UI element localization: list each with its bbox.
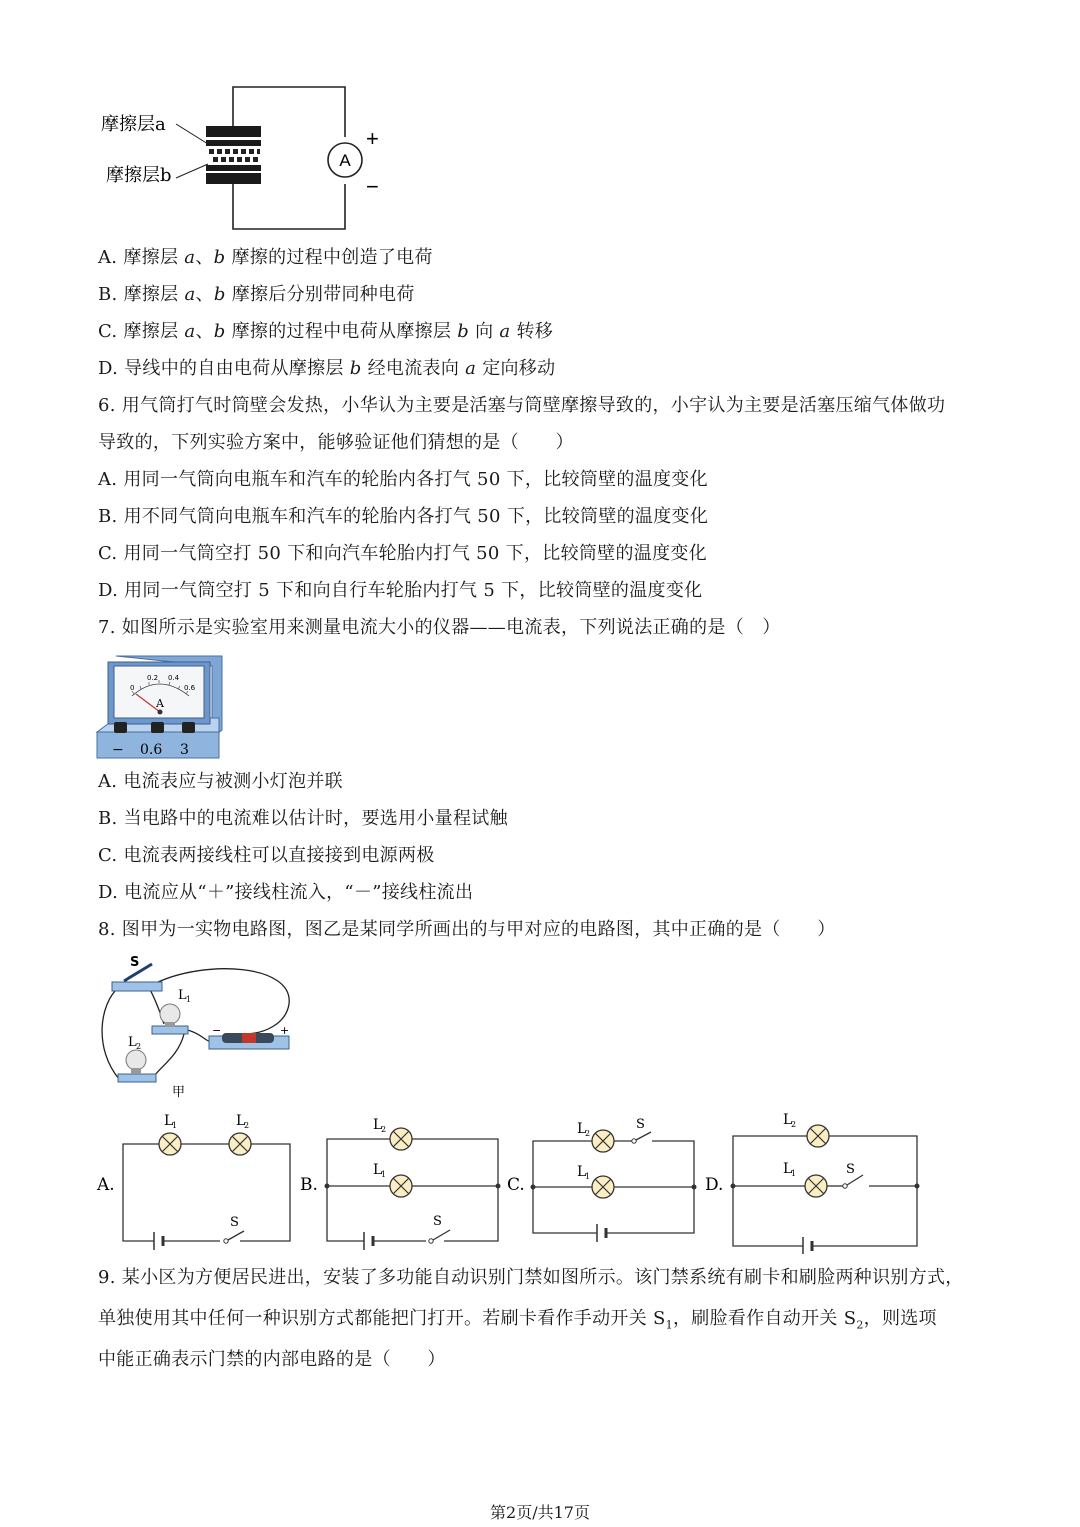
q6-option-c: C. 用同一气筒空打 50 下和向汽车轮胎内打气 50 下，比较筒壁的温度变化 <box>98 543 707 564</box>
svg-text:L: L <box>236 1113 246 1129</box>
q7-stem: 7. 如图所示是实验室用来测量电流大小的仪器——电流表，下列说法正确的是（ ） <box>98 617 781 638</box>
svg-text:0: 0 <box>130 684 135 692</box>
svg-text:0.4: 0.4 <box>168 674 180 682</box>
svg-text:+: + <box>280 1024 290 1037</box>
q7-option-d: D. 电流应从“＋”接线柱流入，“－”接线柱流出 <box>98 882 474 903</box>
physical-circuit-figure-jia <box>94 954 304 1100</box>
svg-text:L: L <box>178 988 187 1003</box>
q8-stem: 8. 图甲为一实物电路图，图乙是某同学所画出的与甲对应的电路图，其中正确的是（ ） <box>98 919 836 940</box>
svg-text:L: L <box>577 1121 587 1137</box>
label-layer-b: 摩擦层b <box>106 165 172 186</box>
svg-text:B.: B. <box>300 1175 318 1195</box>
q6-option-a: A. 用同一气筒向电瓶车和汽车的轮胎内各打气 50 下，比较筒壁的温度变化 <box>98 469 708 490</box>
svg-text:L: L <box>577 1164 587 1180</box>
q6-stem-line1: 6. 用气筒打气时筒壁会发热，小华认为主要是活塞与筒壁摩擦导致的，小宇认为主要是活塞压缩气体做功 <box>98 395 946 416</box>
svg-text:1: 1 <box>172 1121 178 1130</box>
svg-text:2: 2 <box>244 1121 250 1130</box>
svg-text:0.2: 0.2 <box>147 674 159 682</box>
q5-option-a: A. 摩擦层 a、b 摩擦的过程中创造了电荷 <box>98 247 433 268</box>
q9-stem-line3: 中能正确表示门禁的内部电路的是（ ） <box>98 1349 446 1370</box>
svg-text:2: 2 <box>136 1042 142 1051</box>
svg-text:L: L <box>783 1161 793 1177</box>
ammeter-figure <box>94 652 224 760</box>
svg-text:−: − <box>212 1024 222 1037</box>
q8-option-b-circuit <box>298 1108 510 1254</box>
svg-text:L: L <box>373 1162 383 1178</box>
svg-text:S: S <box>636 1117 645 1132</box>
svg-text:2: 2 <box>381 1125 387 1134</box>
svg-text:C.: C. <box>507 1175 525 1195</box>
svg-text:S: S <box>230 1215 239 1230</box>
q5-option-b: B. 摩擦层 a、b 摩擦后分别带同种电荷 <box>98 284 415 305</box>
label-layer-a: 摩擦层a <box>101 114 166 135</box>
page-footer: 第2页/共17页 <box>490 1503 590 1522</box>
q8-option-a-circuit <box>94 1108 299 1254</box>
svg-text:3: 3 <box>180 742 189 758</box>
ammeter-letter: A <box>339 151 351 170</box>
svg-text:0.6: 0.6 <box>140 742 163 758</box>
q5-option-c: C. 摩擦层 a、b 摩擦的过程中电荷从摩擦层 b 向 a 转移 <box>98 321 554 342</box>
triboelectric-circuit-figure <box>96 82 386 237</box>
svg-text:L: L <box>373 1117 383 1133</box>
svg-text:L: L <box>783 1112 793 1128</box>
svg-text:甲: 甲 <box>172 1085 186 1100</box>
q6-stem-line2: 导致的，下列实验方案中，能够验证他们猜想的是（ ） <box>98 432 574 453</box>
svg-text:1: 1 <box>186 995 192 1004</box>
q7-option-c: C. 电流表两接线柱可以直接接到电源两极 <box>98 845 435 866</box>
q8-option-c-circuit <box>505 1108 700 1254</box>
svg-text:1: 1 <box>585 1172 591 1181</box>
q6-option-b: B. 用不同气筒向电瓶车和汽车的轮胎内各打气 50 下，比较筒壁的温度变化 <box>98 506 709 527</box>
svg-text:0.6: 0.6 <box>184 684 196 692</box>
svg-text:−: − <box>112 742 124 758</box>
q5-option-d: D. 导线中的自由电荷从摩擦层 b 经电流表向 a 定向移动 <box>98 358 556 379</box>
svg-text:L: L <box>164 1113 174 1129</box>
q9-stem-line2: 单独使用其中任何一种识别方式都能把门打开。若刷卡看作手动开关 $S_1$，刷脸看作自动开关 $S_2$，则选项 <box>98 1308 937 1332</box>
q9-stem-line1: 9. 某小区为方便居民进出，安装了多功能自动识别门禁如图所示。该门禁系统有刷卡和刷脸两种识别方式， <box>98 1267 964 1288</box>
q6-option-d: D. 用同一气筒空打 5 下和向自行车轮胎内打气 5 下，比较筒壁的温度变化 <box>98 580 703 601</box>
svg-text:A: A <box>156 697 164 710</box>
svg-text:S: S <box>433 1214 442 1229</box>
svg-text:A.: A. <box>97 1175 115 1195</box>
svg-text:S: S <box>130 955 140 970</box>
svg-text:1: 1 <box>791 1169 797 1178</box>
q8-option-d-circuit <box>703 1108 925 1254</box>
svg-text:1: 1 <box>381 1170 387 1179</box>
svg-text:L: L <box>128 1035 137 1050</box>
svg-text:D.: D. <box>705 1175 724 1195</box>
q7-option-a: A. 电流表应与被测小灯泡并联 <box>98 771 343 792</box>
plus-terminal: + <box>366 126 379 151</box>
svg-text:2: 2 <box>791 1120 797 1129</box>
svg-text:2: 2 <box>585 1129 591 1138</box>
q7-option-b: B. 当电路中的电流难以估计时，要选用小量程试触 <box>98 808 508 829</box>
svg-text:S: S <box>846 1162 855 1177</box>
minus-terminal: − <box>366 174 379 199</box>
